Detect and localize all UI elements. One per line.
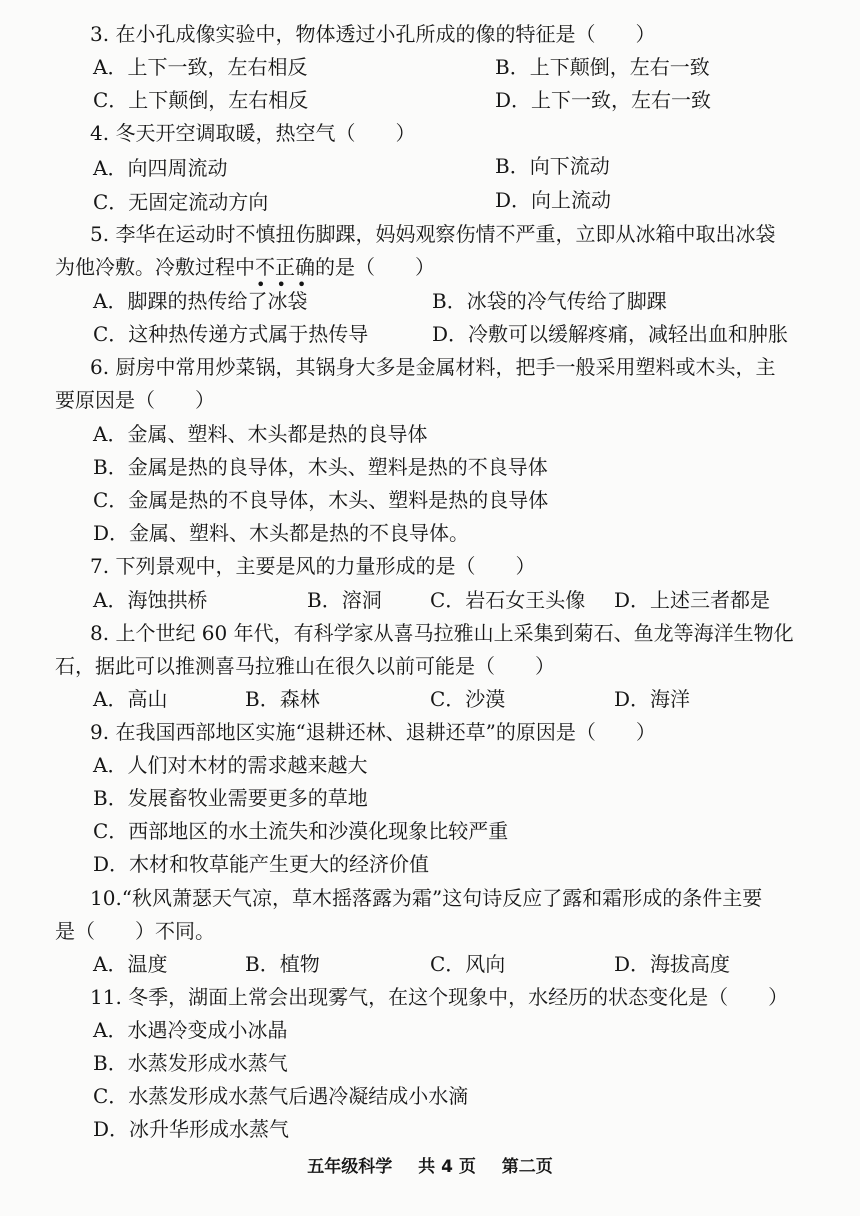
question-8-option-c: C．沙漠 xyxy=(430,687,506,711)
question-7-option-d: D．上述三者都是 xyxy=(614,588,771,612)
question-8-option-d: D．海洋 xyxy=(614,687,691,711)
question-10-option-c: C．风向 xyxy=(430,952,506,976)
question-4-option-a: A．向四周流动 xyxy=(93,156,228,180)
question-5-option-d: D．冷敷可以缓解疼痛，减轻出血和肿胀 xyxy=(432,322,789,346)
question-10-stem-line-1: 10.“秋风萧瑟天气凉，草木摇落露为霜”这句诗反应了露和霜形成的条件主要 xyxy=(90,886,763,910)
question-9-option-a: A．人们对木材的需求越来越大 xyxy=(93,753,368,777)
question-11-stem: 11. 冬季，湖面上常会出现雾气，在这个现象中，水经历的状态变化是（ ） xyxy=(90,985,789,1009)
question-8-stem-line-1: 8. 上个世纪 60 年代，有科学家从喜马拉雅山上采集到菊石、鱼龙等海洋生物化 xyxy=(90,621,794,645)
question-3-stem: 3. 在小孔成像实验中，物体透过小孔所成的像的特征是（ ） xyxy=(90,22,656,46)
question-5-option-b: B．冰袋的冷气传给了脚踝 xyxy=(432,289,667,313)
question-5-stem-line-1: 5. 李华在运动时不慎扭伤脚踝，妈妈观察伤情不严重，立即从冰箱中取出冰袋 xyxy=(90,222,776,246)
question-3-option-a: A．上下一致，左右相反 xyxy=(93,55,308,79)
question-7-option-a: A．海蚀拱桥 xyxy=(93,588,208,612)
question-6-stem-line-2: 要原因是（ ） xyxy=(55,388,215,412)
question-6-option-a: A．金属、塑料、木头都是热的良导体 xyxy=(93,422,428,446)
question-4-option-b: B．向下流动 xyxy=(495,154,610,178)
footer-total-pages: 共 4 页 xyxy=(418,1157,476,1177)
question-5-option-c: C．这种热传递方式属于热传导 xyxy=(93,322,369,346)
question-6-stem-line-1: 6. 厨房中常用炒菜锅，其锅身大多是金属材料，把手一般采用塑料或木头，主 xyxy=(90,355,776,379)
question-9-option-d: D．木材和牧草能产生更大的经济价值 xyxy=(93,852,430,876)
footer-subject: 五年级科学 xyxy=(307,1157,393,1177)
question-4-stem: 4. 冬天开空调取暖，热空气（ ） xyxy=(90,121,416,145)
question-11-option-c: C．水蒸发形成水蒸气后遇冷凝结成小水滴 xyxy=(93,1084,469,1108)
question-7-option-c: C．岩石女王头像 xyxy=(430,588,586,612)
question-3-option-d: D．上下一致，左右一致 xyxy=(495,88,712,112)
question-11-option-d: D．冰升华形成水蒸气 xyxy=(93,1117,290,1141)
question-8-stem-line-2: 石，据此可以推测喜马拉雅山在很久以前可能是（ ） xyxy=(55,654,555,678)
question-7-option-b: B．溶洞 xyxy=(307,588,382,612)
footer-page-number: 第二页 xyxy=(501,1157,553,1177)
question-6-option-d: D．金属、塑料、木头都是热的不良导体。 xyxy=(93,521,470,545)
question-3-option-b: B．上下颠倒，左右一致 xyxy=(495,55,710,79)
page-footer xyxy=(0,1155,860,1179)
question-9-option-b: B．发展畜牧业需要更多的草地 xyxy=(93,786,368,810)
question-5-option-a: A．脚踝的热传给了冰袋 xyxy=(93,289,308,313)
question-4-option-d: D．向上流动 xyxy=(495,188,612,212)
question-10-stem-line-2: 是（ ）不同。 xyxy=(55,919,215,943)
question-5-stem-line-2: 为他冷敷。冷敷过程中不正确的是（ ） xyxy=(55,255,435,279)
question-10-option-b: B．植物 xyxy=(245,952,320,976)
question-10-option-d: D．海拔高度 xyxy=(614,952,731,976)
emphasis-dots: ••• xyxy=(256,275,318,294)
question-11-option-b: B．水蒸发形成水蒸气 xyxy=(93,1051,288,1075)
question-7-stem: 7. 下列景观中，主要是风的力量形成的是（ ） xyxy=(90,554,536,578)
question-9-option-c: C．西部地区的水土流失和沙漠化现象比较严重 xyxy=(93,819,509,843)
question-11-option-a: A．水遇冷变成小冰晶 xyxy=(93,1018,288,1042)
question-9-stem: 9. 在我国西部地区实施“退耕还林、退耕还草”的原因是（ ） xyxy=(90,720,656,744)
question-3-option-c: C．上下颠倒，左右相反 xyxy=(93,88,309,112)
question-10-option-a: A．温度 xyxy=(93,952,168,976)
question-4-option-c: C．无固定流动方向 xyxy=(93,190,269,214)
question-8-option-b: B．森林 xyxy=(245,687,320,711)
question-6-option-c: C．金属是热的不良导体，木头、塑料是热的良导体 xyxy=(93,488,549,512)
question-6-option-b: B．金属是热的良导体，木头、塑料是热的不良导体 xyxy=(93,455,548,479)
question-8-option-a: A．高山 xyxy=(93,687,168,711)
